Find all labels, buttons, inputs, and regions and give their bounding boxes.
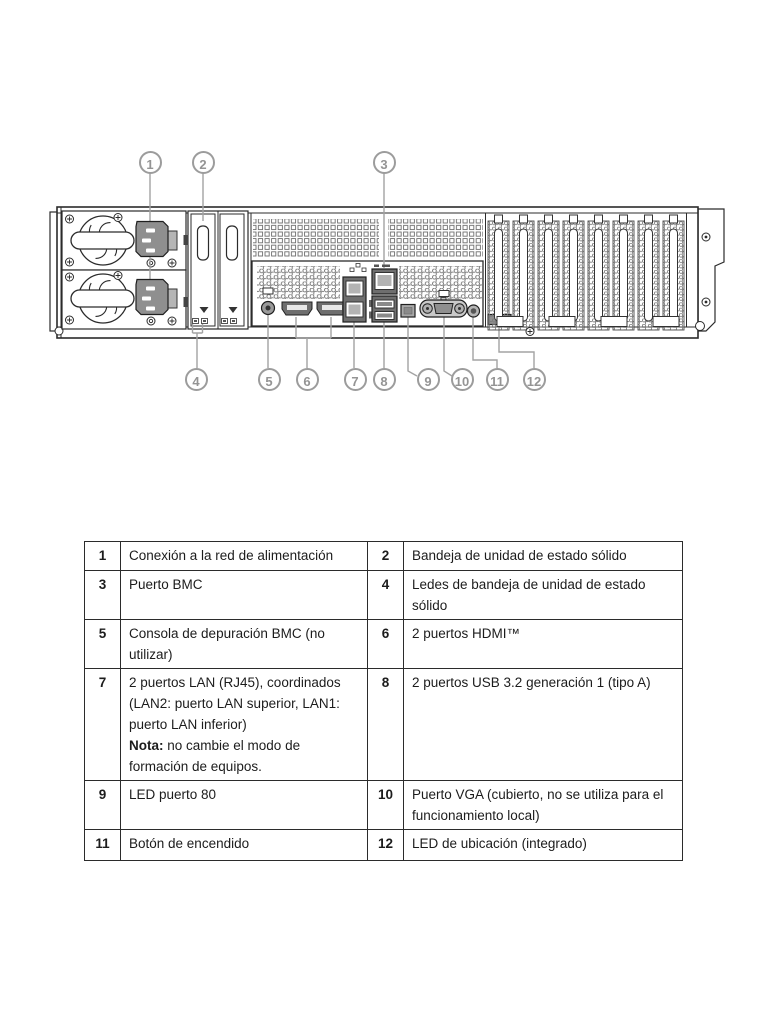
legend-num: 3 [85, 571, 121, 620]
legend-desc: LED de ubicación (integrado) [404, 830, 683, 861]
legend-row [85, 571, 683, 620]
legend-row [85, 830, 683, 861]
callout-6: 6 [296, 368, 319, 391]
legend-desc: Bandeja de unidad de estado sólido [404, 542, 683, 571]
power-button [468, 305, 480, 317]
legend-desc: Ledes de bandeja de unidad de estado sólido [404, 571, 683, 620]
legend-table [84, 541, 683, 861]
top-vent-band [253, 219, 483, 257]
legend-desc: Conexión a la red de alimentación [121, 542, 368, 571]
legend-desc: Puerto BMC [121, 571, 368, 620]
legend-desc: 2 puertos USB 3.2 generación 1 (tipo A) [404, 669, 683, 781]
callout-4: 4 [185, 368, 208, 391]
legend-row [85, 542, 683, 571]
legend-row [85, 781, 683, 830]
legend-num: 6 [368, 620, 404, 669]
legend-desc: Botón de encendido [121, 830, 368, 861]
legend-desc: Consola de depuración BMC (no utilizar) [121, 620, 368, 669]
callout-8: 8 [373, 368, 396, 391]
callout-12: 12 [523, 368, 546, 391]
callout-9: 9 [417, 368, 440, 391]
callout-5: 5 [258, 368, 281, 391]
chassis-drawing [0, 0, 768, 430]
legend-num: 10 [368, 781, 404, 830]
ssd-tray-2 [220, 214, 244, 326]
legend-num: 2 [368, 542, 404, 571]
legend-num: 9 [85, 781, 121, 830]
legend-desc: Puerto VGA (cubierto, no se utiliza para el funcionamiento local) [404, 781, 683, 830]
legend-row [85, 620, 683, 669]
legend-num: 11 [85, 830, 121, 861]
callout-2: 2 [192, 151, 215, 174]
ssd-tray-1 [191, 214, 215, 326]
legend-num: 7 [85, 669, 121, 781]
lan-note: Nota: no cambie el modo de formación de equipos. [129, 738, 301, 774]
callout-1: 1 [139, 151, 162, 174]
callout-10: 10 [451, 368, 474, 391]
right-mounting-ear [698, 209, 724, 331]
callout-7: 7 [344, 368, 367, 391]
callout-11: 11 [486, 368, 509, 391]
ssd-tray-bay [184, 211, 249, 329]
legend-row [85, 669, 683, 781]
legend-num: 4 [368, 571, 404, 620]
legend-num: 1 [85, 542, 121, 571]
legend-num: 12 [368, 830, 404, 861]
legend-num: 8 [368, 669, 404, 781]
rear-panel-diagram [0, 0, 768, 430]
port80-led [401, 305, 415, 318]
legend-desc [121, 669, 368, 781]
bmc-port [372, 265, 397, 295]
usb-ports [369, 296, 397, 322]
legend-desc: 2 puertos HDMI™ [404, 620, 683, 669]
callout-3: 3 [373, 151, 396, 174]
legend-desc: LED puerto 80 [121, 781, 368, 830]
lan-description: 2 puertos LAN (RJ45), coordinados (LAN2: puerto LAN superior, LAN1: puerto LAN inferior) [129, 675, 341, 732]
legend-num: 5 [85, 620, 121, 669]
